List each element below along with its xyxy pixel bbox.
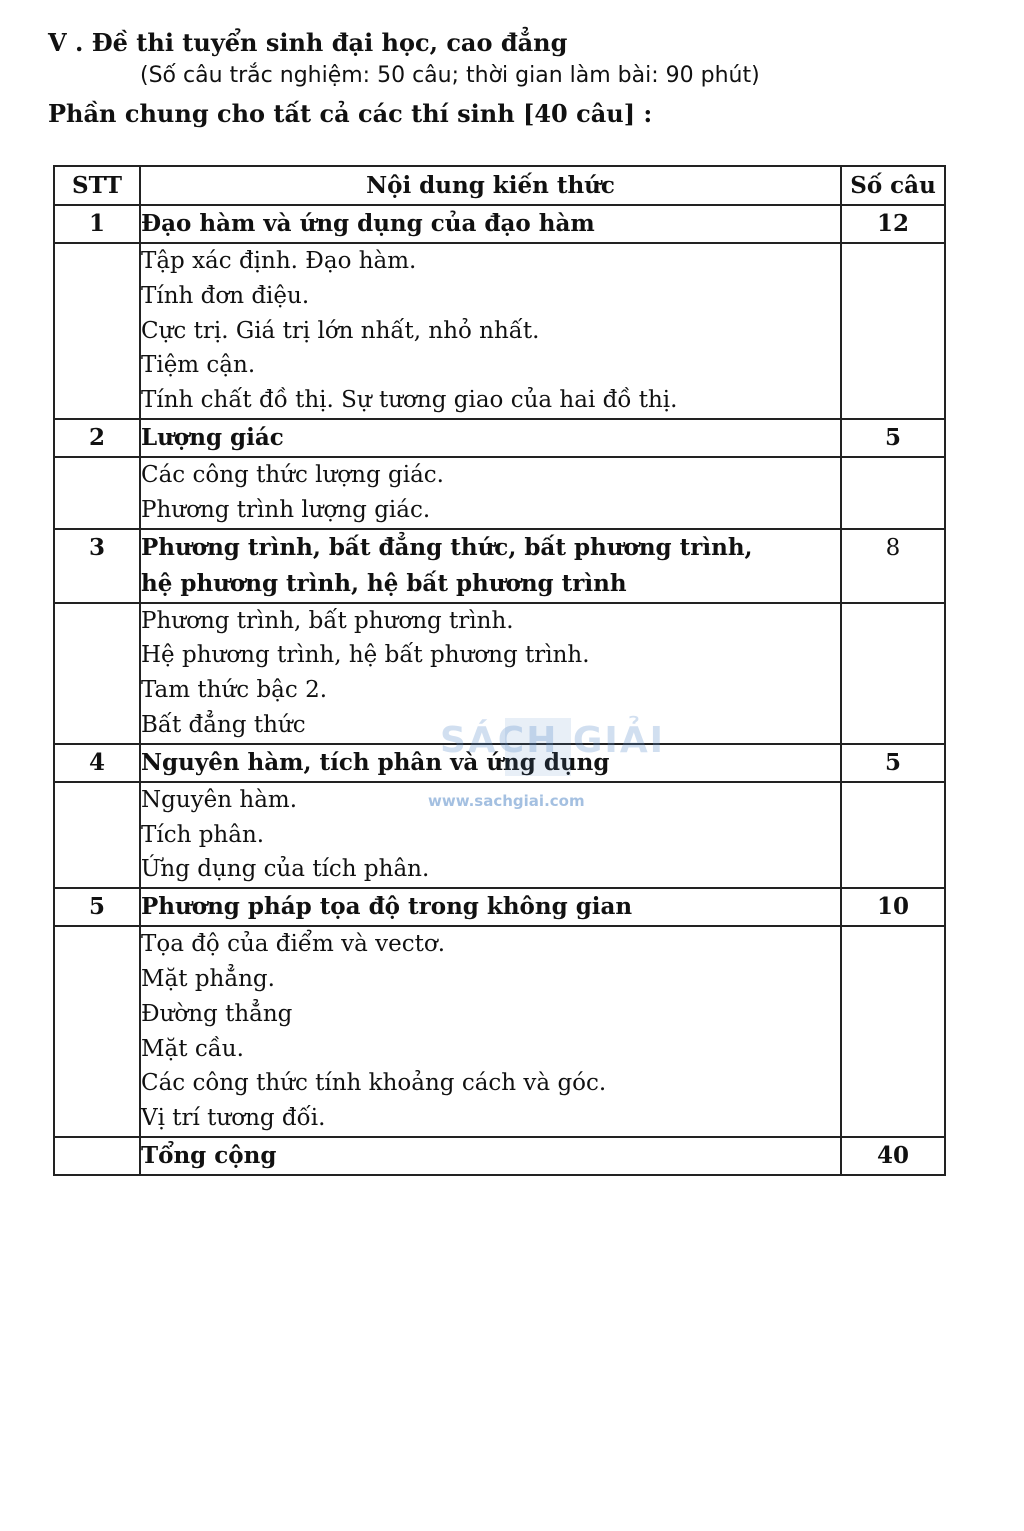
topic-title-cell [140,419,841,457]
topic-count: 5 [884,748,901,776]
subitem: Nguyên hàm. [141,786,298,813]
subitem: Tọa độ của điểm và vectơ. [141,931,446,958]
topic-number-cell [54,419,140,457]
topic-title-cell [140,529,841,603]
total-label: Tổng cộng [140,1137,841,1175]
document-heading: V . Đề thi tuyển sinh đại học, cao đẳng [48,28,568,57]
topic-number: 2 [88,423,105,451]
subitems-cell [140,243,841,419]
subitems-cell [140,926,841,1137]
topic-number-cell [54,888,140,926]
header-stt: STT [54,166,140,205]
topic-title-cell [140,888,841,926]
subitems-cell [140,603,841,744]
subitem-list [141,244,840,418]
topic-row [54,419,945,457]
total-count [841,1137,945,1175]
empty-stt-cell [54,603,140,744]
topic-title: Phương pháp tọa độ trong không gian [141,893,633,921]
topic-row [54,529,945,603]
empty-stt-cell [54,926,140,1137]
topic-row [54,205,945,243]
subitem: Cực trị. Giá trị lớn nhất, nhỏ nhất. [141,317,540,344]
subitem: Hệ phương trình, hệ bất phương trình. [141,642,590,669]
subitems-cell [140,457,841,529]
subitem-list [141,783,840,887]
subitem-list [141,927,840,1136]
empty-stt-cell [54,457,140,529]
header-count: Số câu [841,166,945,205]
topic-subitems-row [54,243,945,419]
subitem: Tập xác định. Đạo hàm. [141,248,417,274]
subitem: Tam thức bậc 2. [141,677,328,704]
empty-count-cell [841,243,945,419]
total-row [54,1137,945,1175]
topic-count-cell [841,529,945,603]
topic-title: Đạo hàm và ứng dụng của đạo hàm [141,210,595,237]
topic-number: 1 [88,210,105,237]
subitem: Bất đẳng thức [141,711,306,738]
total-count-value: 40 [876,1141,909,1169]
subitem: Tính đơn điệu. [141,282,310,309]
topic-count: 8 [885,534,901,561]
topic-title-cell [140,205,841,243]
empty-count-cell [841,926,945,1137]
subitem: Tiệm cận. [141,352,256,379]
topic-count: 12 [876,210,909,237]
topic-title: Phương trình, bất đẳng thức, bất phương trình, [141,533,753,561]
topic-number-cell [54,744,140,782]
empty-count-cell [841,603,945,744]
watermark-logo: SÁCH GIẢI [440,720,666,761]
topic-subitems-row [54,457,945,529]
empty-count-cell [841,782,945,888]
topic-row [54,888,945,926]
topic-number-cell [54,205,140,243]
subitem: Phương trình, bất phương trình. [141,607,514,634]
watermark-url: www.sachgiai.com [428,792,585,810]
subitem: Ứng dụng của tích phân. [141,856,430,883]
subitem: Các công thức tính khoảng cách và góc. [141,1070,607,1097]
subitem: Đường thẳng [141,1000,293,1027]
topic-subitems-row [54,603,945,744]
topic-number: 3 [88,533,105,561]
table-body [54,205,945,1137]
subitem-list [141,458,840,528]
total-stt-cell [54,1137,140,1175]
topic-count-cell [841,744,945,782]
subitem-list [141,604,840,743]
subitem: Tích phân. [141,821,265,848]
subitem: Mặt cầu. [141,1035,244,1062]
header-content: Nội dung kiến thức [140,166,841,205]
topic-row [54,744,945,782]
topic-count: 10 [876,893,909,921]
topic-count-cell [841,205,945,243]
topic-title: Lượng giác [141,423,284,451]
topic-subitems-row [54,782,945,888]
subitem: Mặt phẳng. [141,965,275,992]
empty-stt-cell [54,243,140,419]
table-header-row [54,166,945,205]
topic-number: 4 [88,748,105,776]
subitems-cell [140,782,841,888]
topic-number: 5 [88,893,105,921]
syllabus-table [53,165,946,1176]
topic-title: Nguyên hàm, tích phân và ứng dụng [141,748,610,776]
subitem: Vị trí tương đối. [141,1105,326,1132]
document-subheading: (Số câu trắc nghiệm: 50 câu; thời gian làm bài: 90 phút) [140,63,760,88]
subitem: Phương trình lượng giác. [141,496,431,523]
topic-number-cell [54,529,140,603]
empty-stt-cell [54,782,140,888]
topic-count: 5 [884,423,901,451]
topic-title-cell [140,744,841,782]
subitem: Tính chất đồ thị. Sự tương giao của hai đồ thị. [141,387,678,414]
section-title: Phần chung cho tất cả các thí sinh [40 câu] : [48,99,653,128]
topic-title: hệ phương trình, hệ bất phương trình [141,569,627,597]
topic-subitems-row [54,926,945,1137]
empty-count-cell [841,457,945,529]
topic-count-cell [841,888,945,926]
topic-count-cell [841,419,945,457]
subitem: Các công thức lượng giác. [141,461,444,488]
